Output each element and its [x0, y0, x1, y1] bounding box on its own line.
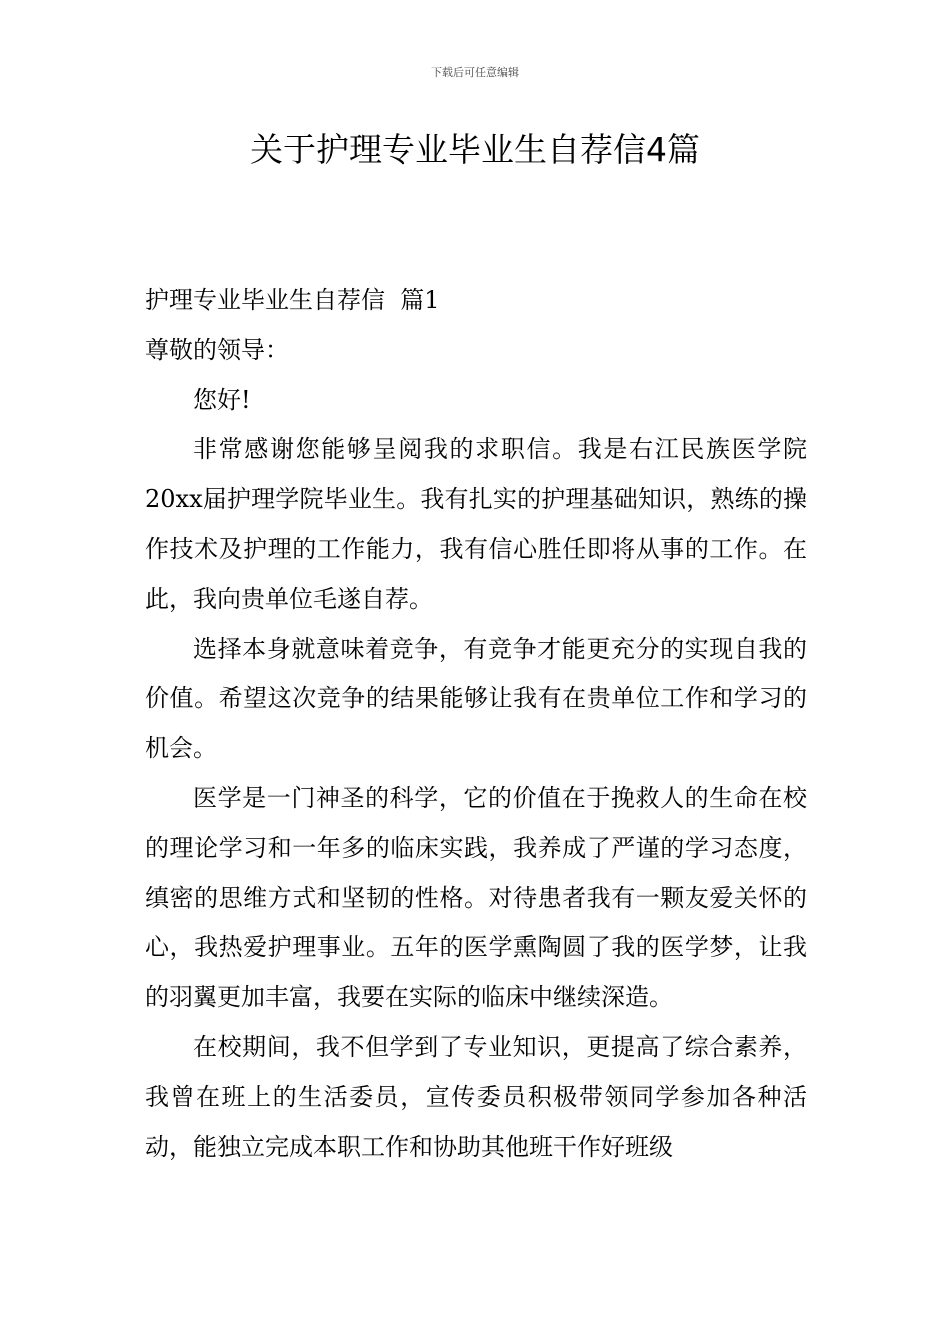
body-paragraph-competition: 选择本身就意味着竞争，有竞争才能更充分的实现自我的价值。希望这次竞争的结果能够让我有在贵单位工作和学习的机会。: [145, 634, 807, 763]
document-body: [145, 276, 807, 1172]
greeting-paragraph: 您好!: [193, 385, 251, 414]
body-paragraph-introduction: 非常感谢您能够呈阅我的求职信。我是右江民族医学院20xx届护理学院毕业生。我有扎实的护理基础知识，熟练的操作技术及护理的工作能力，我有信心胜任即将从事的工作。在此，我向贵单位毛遂自荐。: [145, 435, 807, 613]
body-paragraph-school-activities: 在校期间，我不但学到了专业知识，更提高了综合素养，我曾在班上的生活委员，宣传委员积极带领同学参加各种活动，能独立完成本职工作和协助其他班干作好班级: [145, 1032, 807, 1161]
salutation: 尊敬的领导：: [145, 335, 289, 364]
section-heading: 护理专业毕业生自荐信 篇1: [145, 286, 440, 314]
document-title: 关于护理专业毕业生自荐信4篇: [250, 130, 700, 169]
header-note: 下载后可任意编辑: [431, 66, 519, 79]
body-paragraph-medicine: 医学是一门神圣的科学，它的价值在于挽救人的生命在校的理论学习和一年多的临床实践，我养成了严谨的学习态度，缜密的思维方式和坚韧的性格。对待患者我有一颗友爱关怀的心，我热爱护理事业。五年的医学熏陶圆了我的医学梦，让我的羽翼更加丰富，我要在实际的临床中继续深造。: [145, 783, 807, 1012]
